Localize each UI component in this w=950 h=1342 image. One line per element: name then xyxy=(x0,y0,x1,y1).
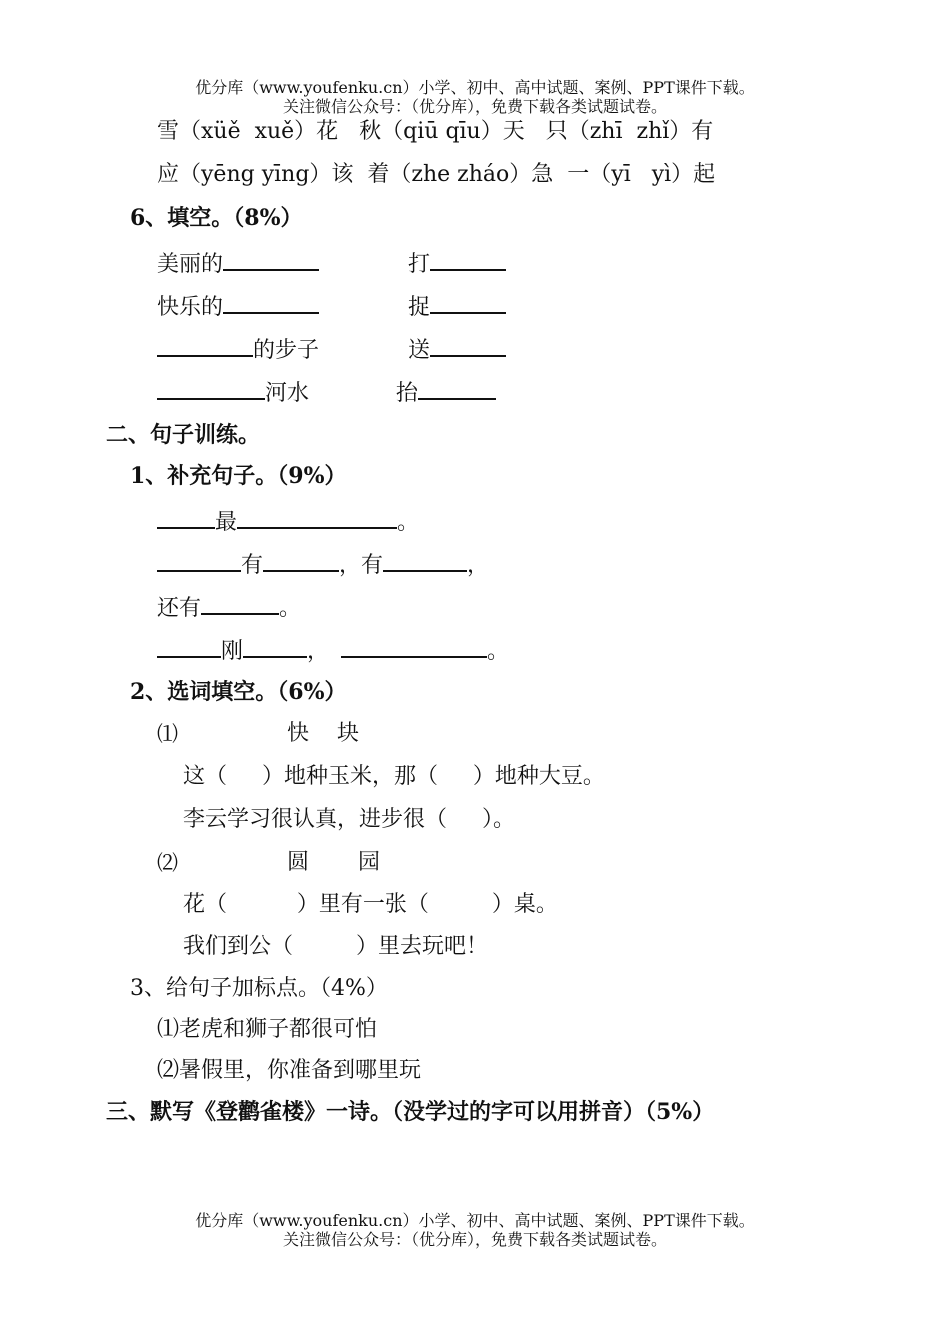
sentence-haiyou xyxy=(157,591,301,624)
q6-item-3-suffix: 的步子 xyxy=(253,338,320,363)
sentence-you xyxy=(157,548,489,581)
fill-blank[interactable] xyxy=(430,247,506,271)
pinyin-row-2: 应（yēng yīng）该 着（zhe zháo）急 一（yī yì）起 xyxy=(157,162,716,187)
q2-3-sentence-2: ⑵暑假里，你准备到哪里玩 xyxy=(157,1058,422,1083)
fill-blank[interactable] xyxy=(263,548,339,572)
punct: 。 xyxy=(397,510,420,535)
fill-blank[interactable] xyxy=(430,333,506,357)
fill-blank[interactable] xyxy=(237,505,397,529)
fill-blank[interactable] xyxy=(223,247,319,271)
q6-item-3-left xyxy=(157,333,319,366)
q2-3-title: 3、给句子加标点。（4%） xyxy=(130,976,388,1001)
q2-2-part-1-sentence-1: 这（ ）地种玉米，那（ ）地种大豆。 xyxy=(183,764,605,789)
q2-2-part-2-words: 圆 园 xyxy=(287,850,380,875)
punct: ， xyxy=(307,639,330,664)
q2-2-title: 2、选词填空。（6%） xyxy=(130,679,347,705)
fill-blank[interactable] xyxy=(157,505,215,529)
q6-item-3-right-label: 送 xyxy=(408,338,431,363)
q6-item-2-right-label: 捉 xyxy=(408,295,431,320)
word-you-2: 有 xyxy=(361,553,384,578)
q2-2-part-2-sentence-2: 我们到公（ ）里去玩吧！ xyxy=(183,934,488,959)
fill-blank[interactable] xyxy=(243,634,307,658)
q6-item-1-prefix: 美丽的 xyxy=(157,252,224,277)
word-haiyou: 还有 xyxy=(157,596,202,621)
fill-blank[interactable] xyxy=(383,548,467,572)
fill-blank[interactable] xyxy=(157,376,265,400)
punct: ， xyxy=(467,553,490,578)
q2-2-part-2-sentence-1: 花（ ）里有一张（ ）桌。 xyxy=(183,892,558,917)
q6-item-4-left xyxy=(157,376,309,409)
q2-2-part-1-num: ⑴ xyxy=(157,722,178,746)
fill-blank[interactable] xyxy=(341,634,487,658)
q2-2-part-2-num: ⑵ xyxy=(157,851,178,875)
word-gang: 刚 xyxy=(221,639,244,664)
fill-blank[interactable] xyxy=(157,548,241,572)
q6-item-1-right xyxy=(408,247,506,280)
q6-item-4-suffix: 河水 xyxy=(265,381,310,406)
punct: 。 xyxy=(279,596,302,621)
footer-line-1: 优分库（www.youfenku.cn）小学、初中、高中试题、案例、PPT课件下载。 xyxy=(195,1211,755,1230)
pinyin-row-1: 雪（xüě xuě）花 秋（qiū qīu）天 只（zhī zhǐ）有 xyxy=(157,119,714,144)
section-2-title: 二、句子训练。 xyxy=(106,422,261,448)
q2-1-title: 1、补充句子。（9%） xyxy=(130,463,347,489)
q6-item-3-right xyxy=(408,333,506,366)
header-line-2: 关注微信公众号：（优分库），免费下载各类试题试卷。 xyxy=(282,97,667,116)
fill-blank[interactable] xyxy=(430,290,506,314)
q6-item-2-right xyxy=(408,290,506,323)
header-line-1: 优分库（www.youfenku.cn）小学、初中、高中试题、案例、PPT课件下载。 xyxy=(195,78,755,97)
word-you: 有 xyxy=(241,553,264,578)
fill-blank[interactable] xyxy=(157,634,221,658)
fill-blank[interactable] xyxy=(418,376,496,400)
q2-2-part-1-words: 快 块 xyxy=(287,721,359,746)
section-3-title: 三、默写《登鹳雀楼》一诗。（没学过的字可以用拼音）（5%） xyxy=(106,1099,715,1125)
punct: 。 xyxy=(487,639,510,664)
q6-item-2-left xyxy=(157,290,319,323)
q6-item-2-prefix: 快乐的 xyxy=(157,295,224,320)
punct: ， xyxy=(339,553,362,578)
q2-3-sentence-1: ⑴老虎和狮子都很可怕 xyxy=(157,1017,378,1042)
q6-item-1-right-label: 打 xyxy=(408,252,431,277)
q6-item-4-right xyxy=(396,376,496,409)
q6-title: 6、填空。（8%） xyxy=(130,205,303,231)
word-zui: 最 xyxy=(215,510,238,535)
sentence-zui xyxy=(157,505,419,538)
fill-blank[interactable] xyxy=(157,333,253,357)
footer-line-2: 关注微信公众号：（优分库），免费下载各类试题试卷。 xyxy=(282,1230,667,1249)
q2-2-part-1-sentence-2: 李云学习很认真，进步很（ ）。 xyxy=(183,807,515,832)
fill-blank[interactable] xyxy=(223,290,319,314)
sentence-gang xyxy=(157,634,509,667)
q6-item-1-left xyxy=(157,247,319,280)
fill-blank[interactable] xyxy=(201,591,279,615)
q6-item-4-right-label: 抬 xyxy=(396,381,419,406)
